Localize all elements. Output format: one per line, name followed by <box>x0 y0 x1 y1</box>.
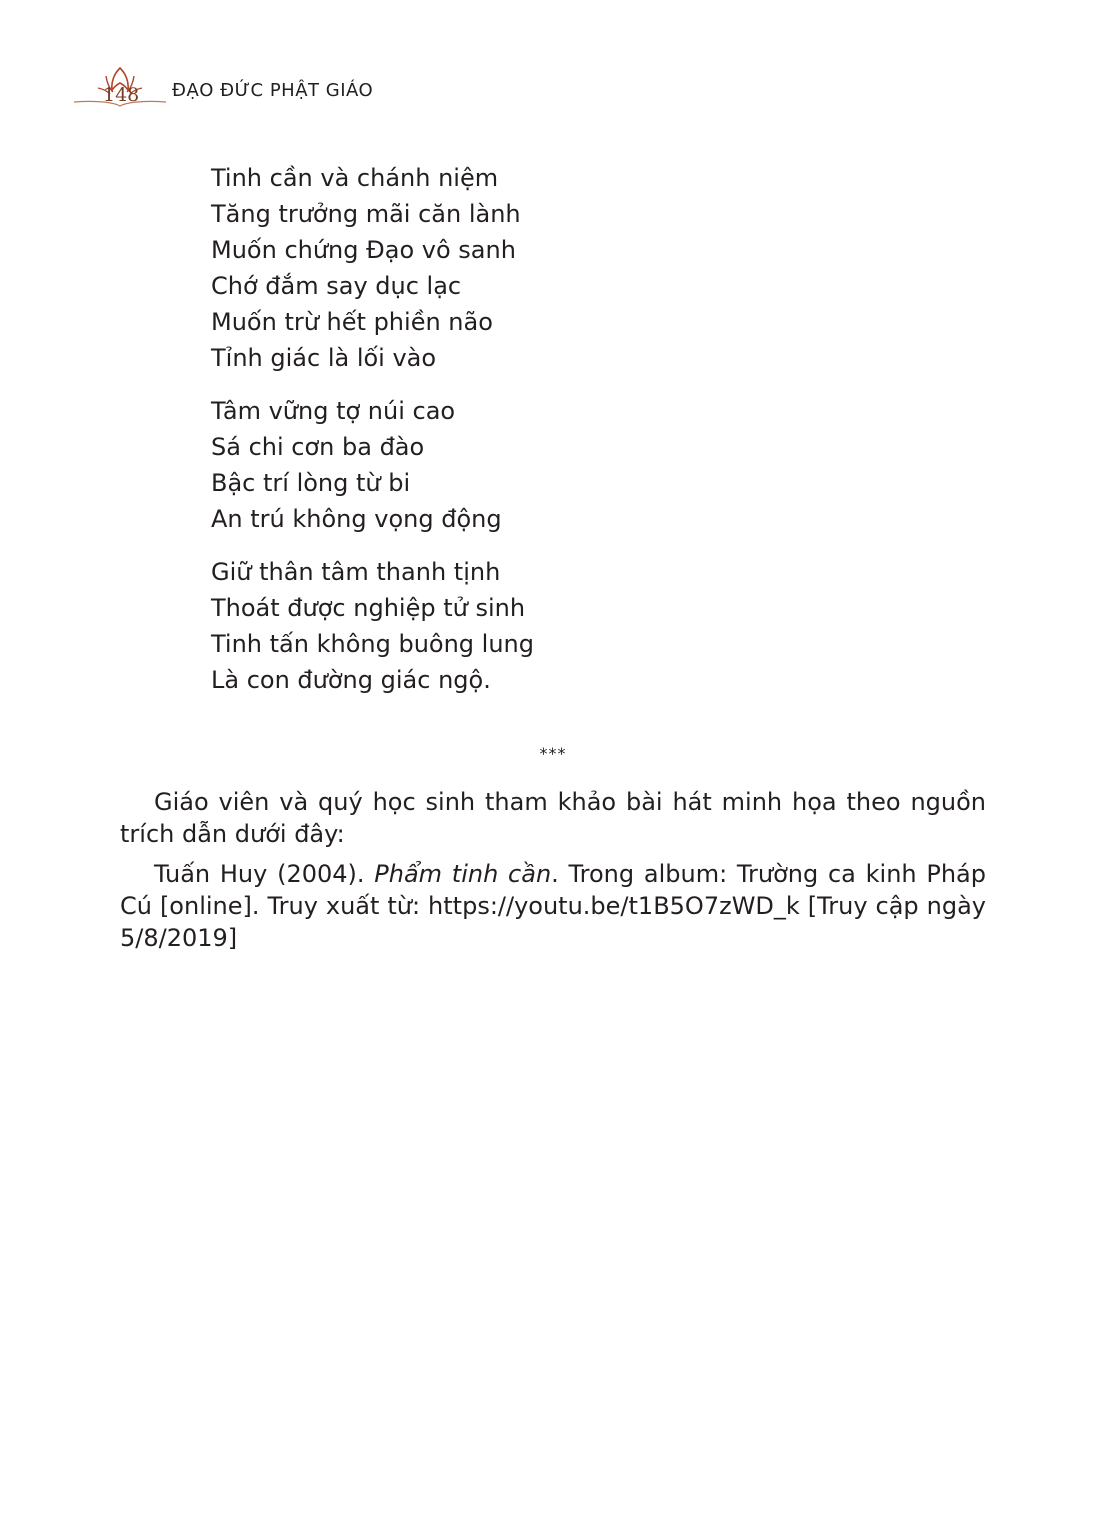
poem-line: Sá chi cơn ba đào <box>211 433 425 461</box>
poem-line: Thoát được nghiệp tử sinh <box>211 594 526 622</box>
running-header-title: ĐẠO ĐỨC PHẬT GIÁO <box>172 80 374 101</box>
poem-line: An trú không vọng động <box>211 505 502 533</box>
prose-section <box>120 786 986 962</box>
poem-line: Tăng trưởng mãi căn lành <box>211 200 521 228</box>
poem-line: Tỉnh giác là lối vào <box>211 344 437 372</box>
poem-line: Giữ thân tâm thanh tịnh <box>211 558 501 586</box>
poem-line: Là con đường giác ngộ. <box>211 666 491 694</box>
citation-title: Phẩm tinh cần <box>374 860 552 888</box>
poem-line: Chớ đắm say dục lạc <box>211 272 462 300</box>
poem-line: Tinh tấn không buông lung <box>211 630 534 658</box>
poem-stanza <box>211 160 811 376</box>
page-number: 148 <box>103 84 140 106</box>
section-separator: *** <box>539 744 567 763</box>
citation-details: . Trong album: Trường ca kinh Pháp Cú [online]. Truy xuất từ: https://youtu.be/t1B5O7zWD_k [Truy cập ngày 5/8/2019] <box>120 860 986 952</box>
poem-line: Bậc trí lòng từ bi <box>211 469 411 497</box>
page-header <box>70 62 490 112</box>
poem-stanza <box>211 393 811 537</box>
poem <box>211 160 811 715</box>
citation-author-year: Tuấn Huy (2004). <box>154 860 375 888</box>
poem-line: Muốn trừ hết phiền não <box>211 308 493 336</box>
citation-paragraph <box>120 858 986 954</box>
intro-paragraph: Giáo viên và quý học sinh tham khảo bài hát minh họa theo nguồn trích dẫn dưới đây: <box>120 788 986 848</box>
poem-line: Tinh cần và chánh niệm <box>211 164 499 192</box>
poem-line: Tâm vững tợ núi cao <box>211 397 456 425</box>
poem-stanza <box>211 554 811 698</box>
poem-line: Muốn chứng Đạo vô sanh <box>211 236 516 264</box>
